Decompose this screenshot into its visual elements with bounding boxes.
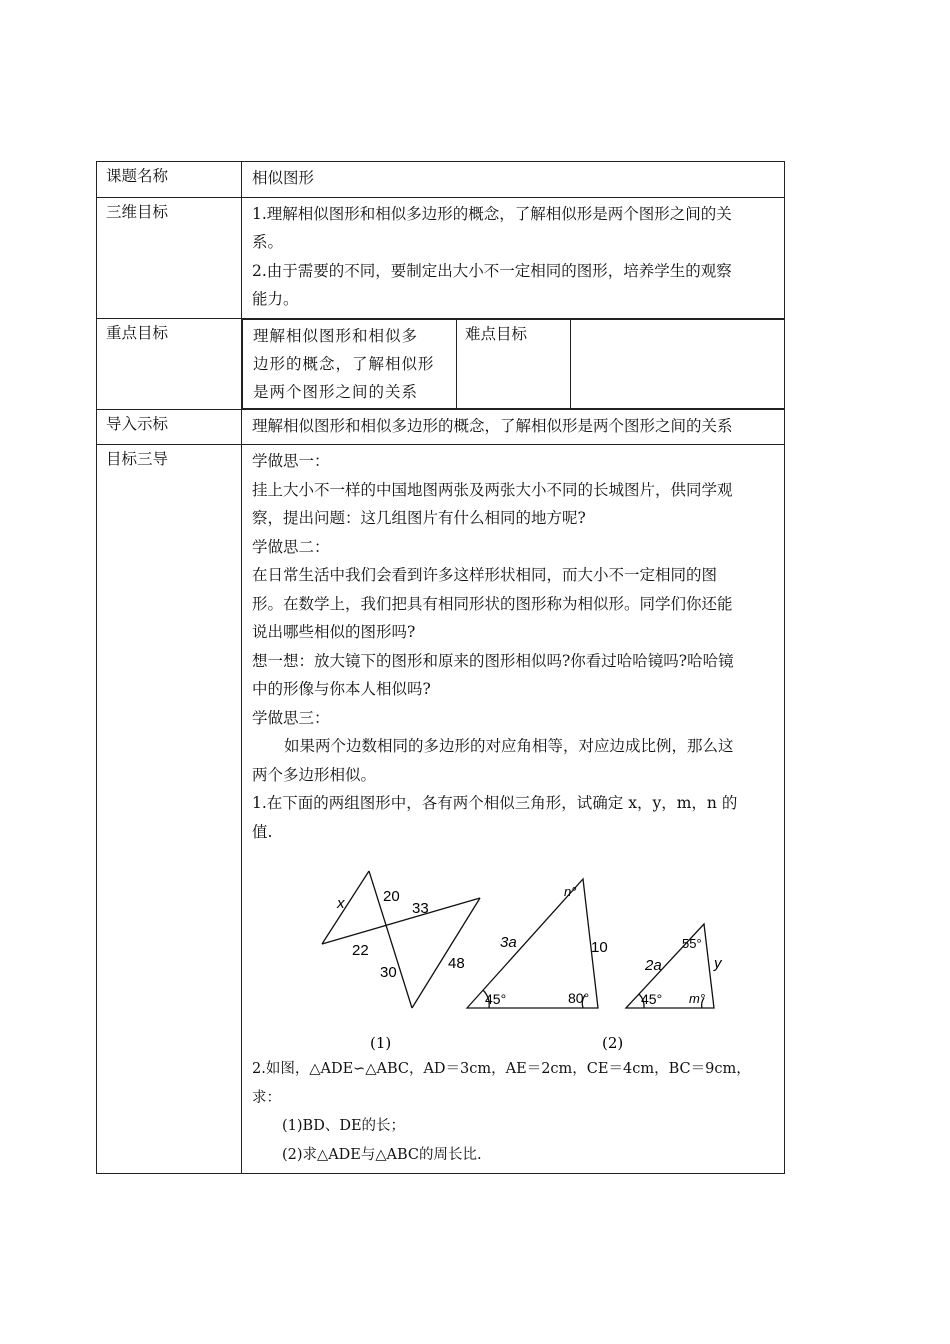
- row-title: [97, 162, 785, 198]
- row-intro: [97, 409, 785, 445]
- fig1-label-33: 33: [412, 900, 429, 917]
- lesson-plan-table: [96, 161, 785, 1174]
- key-inner-table: [242, 319, 784, 409]
- guide-line: 中的形像与你本人相似吗?: [252, 680, 431, 698]
- goals-line: 1.理解相似图形和相似多边形的概念，了解相似形是两个图形之间的关: [252, 204, 732, 223]
- guide-content: [242, 445, 785, 1174]
- guide-line: 说出哪些相似的图形吗?: [252, 623, 416, 641]
- fig2-small-side-right: y: [714, 955, 722, 972]
- goals-line: 能力。: [252, 290, 299, 308]
- fig1-label-20: 20: [383, 888, 400, 905]
- fig2-big-side-right: 10: [591, 939, 608, 956]
- fig1-caption: (1): [370, 1034, 392, 1052]
- title-label: 课题名称: [97, 162, 242, 198]
- fig1-label-22: 22: [352, 942, 369, 959]
- question-2-line: 2.如图，△ADE∽△ABC，AD＝3cm，AE＝2cm，CE＝4cm，BC＝9cm，求：: [252, 1061, 751, 1106]
- intro-value: 理解相似图形和相似多边形的概念，了解相似形是两个图形之间的关系: [242, 409, 785, 445]
- guide-line: 形。在数学上，我们把具有相同形状的图形称为相似形。同学们你还能: [252, 594, 733, 613]
- row-guide: [97, 445, 785, 1174]
- fig2-big-angle-right: 80°: [568, 990, 590, 1006]
- difficulty-label: 难点目标: [457, 319, 571, 408]
- key-label: 重点目标: [97, 318, 242, 409]
- guide-line: 两个多边形相似。: [252, 765, 377, 784]
- key-line: 边形的概念，了解相似形: [253, 354, 435, 373]
- guide-line: 学做思一：: [252, 452, 330, 470]
- guide-line: 1.在下面的两组图形中，各有两个相似三角形，试确定 x，y，m，n 的: [252, 794, 738, 812]
- fig1-label-30: 30: [380, 964, 397, 981]
- guide-line: 学做思二：: [252, 537, 330, 556]
- triangle-diagram: [252, 846, 920, 1061]
- guide-line: 值.: [252, 822, 273, 841]
- fig2-small-angle-right: m°: [689, 991, 706, 1006]
- fig2-caption: (2): [602, 1034, 624, 1052]
- figure-2-big-triangle: [467, 879, 598, 1008]
- guide-line: 察，提出问题：这几组图片有什么相同的地方呢?: [252, 509, 586, 527]
- fig2-big-side-left: 3a: [500, 934, 517, 951]
- fig1-label-48: 48: [448, 955, 465, 972]
- fig2-big-angle-top: n°: [564, 884, 577, 899]
- difficulty-value: [571, 319, 785, 408]
- title-value: 相似图形: [242, 162, 785, 198]
- intro-label: 导入示标: [97, 409, 242, 445]
- fig2-small-side-left: 2a: [645, 957, 662, 974]
- fig2-big-angle-left: 45°: [485, 991, 507, 1007]
- fig1-x-label: x: [337, 895, 345, 912]
- guide-line: 挂上大小不一样的中国地图两张及两张大小不同的长城图片，供同学观: [252, 480, 733, 499]
- row-goals: [97, 197, 785, 318]
- key-cell: [242, 318, 785, 409]
- goals-line: 系。: [252, 233, 284, 251]
- key-line: 理解相似图形和相似多: [253, 326, 419, 345]
- guide-line: 在日常生活中我们会看到许多这样形状相同，而大小不一定相同的图: [252, 566, 718, 584]
- question-2-line: (2)求△ADE与△ABC的周长比.: [282, 1146, 482, 1163]
- goals-content: [242, 197, 785, 318]
- figure-1-lines: [322, 871, 480, 1008]
- guide-label: 目标三导: [97, 445, 242, 1174]
- key-line: 是两个图形之间的关系: [253, 382, 419, 401]
- goals-line: 2.由于需要的不同，要制定出大小不一定相同的图形，培养学生的观察: [252, 261, 732, 280]
- fig2-small-angle-top: 55°: [682, 936, 702, 951]
- key-text: [243, 319, 457, 408]
- guide-line: 想一想：放大镜下的图形和原来的图形相似吗?你看过哈哈镜吗?哈哈镜: [252, 651, 734, 670]
- question-2-line: (1)BD、DE的长；: [282, 1118, 406, 1134]
- triangle-figure: [252, 846, 920, 1061]
- guide-line: 如果两个边数相同的多边形的对应角相等，对应边成比例，那么这: [284, 737, 734, 755]
- goals-label: 三维目标: [97, 197, 242, 318]
- guide-line: 学做思三：: [252, 708, 330, 727]
- row-key: [97, 318, 785, 409]
- fig2-small-angle-left: 45°: [641, 991, 663, 1007]
